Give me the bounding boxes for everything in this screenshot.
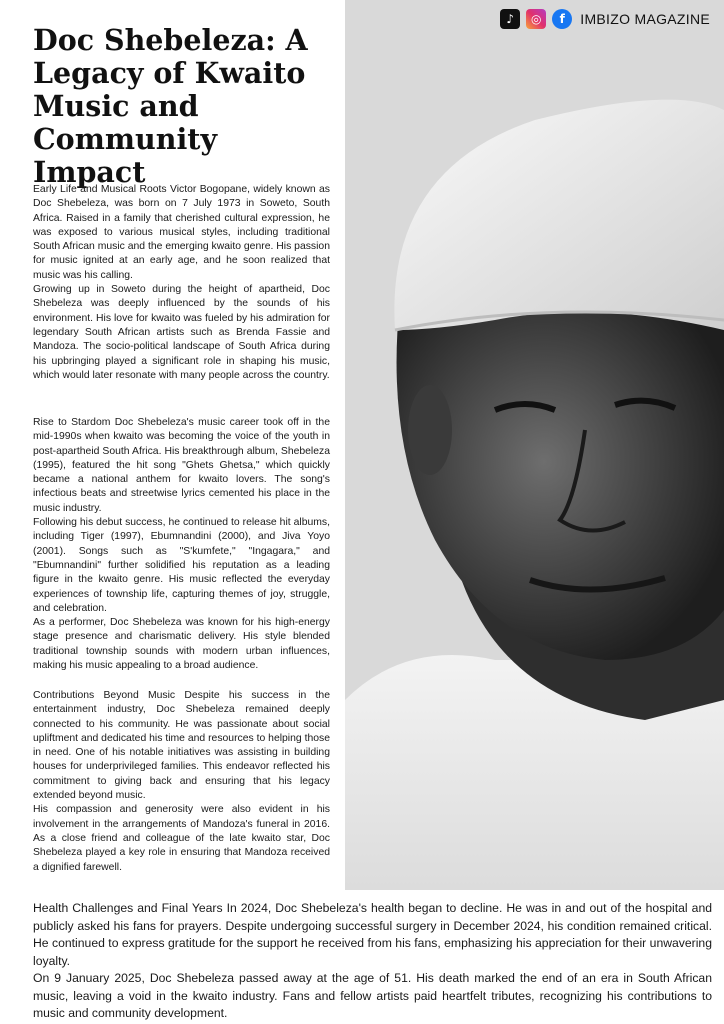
article-title: Doc Shebeleza: A Legacy of Kwaito Music and Community Impact: [33, 23, 308, 189]
portrait-photo: [345, 0, 724, 890]
section-early-life: [33, 183, 330, 383]
paragraph: On 9 January 2025, Doc Shebeleza passed away at the age of 51. His death marked the end of an era in South African music, leaving a void in the kwaito industry. Fans and fellow artists paid heartfelt tributes, recognizing his contributions to music and community development.: [33, 971, 712, 1020]
instagram-icon[interactable]: ◎: [526, 9, 546, 29]
tiktok-icon[interactable]: ♪: [500, 9, 520, 29]
portrait-illustration: [345, 0, 724, 890]
section-final-years: [33, 900, 712, 1023]
paragraph: Growing up in Soweto during the height of apartheid, Doc Shebeleza was deeply influenced by the sounds of his environment. His love for kwaito was fueled by his admiration for legendary South African artists such as Brenda Fassie and Mandoza. The socio-political landscape of South Africa during his upbringing played a significant role in shaping his music, which would later resonate with many people across the country.: [33, 284, 330, 381]
paragraph: As a performer, Doc Shebeleza was known for his high-energy stage presence and charismatic delivery. His style blended traditional township sounds with modern urban influences, making his music appealing to a broad audience.: [33, 617, 330, 672]
facebook-icon[interactable]: f: [552, 9, 572, 29]
paragraph: Contributions Beyond Music Despite his success in the entertainment industry, Doc Shebeleza remained deeply connected to his community. He was passionate about social upliftment and dedicated his time and resources to helping those in need. One of his notable initiatives was assisting in building houses for underprivileged families. This endeavor reflected his commitment to giving back and ensuring that his legacy extended beyond music.: [33, 690, 330, 802]
paragraph: Following his debut success, he continued to release hit albums, including Tiger (1997), Ebumnandini (2000), and Jiva Yoyo (2001). Songs such as "S'kumfete," "Ingagara," and "Ebumnandini" further solidified his reputation as a leading figure in the kwaito genre. His music reflected the everyday experiences of township life, capturing themes of joy, struggle, and celebration.: [33, 517, 330, 614]
section-rise-to-stardom: [33, 416, 330, 673]
paragraph: His compassion and generosity were also evident in his involvement in the arrangements of Mandoza's funeral in 2016. As a close friend and colleague of the late kwaito star, Doc Shebeleza played a key role in ensuring that Mandoza received a dignified farewell.: [33, 804, 330, 873]
magazine-name: IMBIZO MAGAZINE: [580, 11, 710, 27]
paragraph: Health Challenges and Final Years In 2024, Doc Shebeleza's health began to decline. He was in and out of the hospital and publicly asked his fans for prayers. Despite undergoing successful surgery in December 2024, his condition remained critical. He continued to express gratitude for the support he received from his fans, emphasizing his appreciation for their unwavering loyalty.: [33, 901, 712, 968]
paragraph: Rise to Stardom Doc Shebeleza's music career took off in the mid-1990s when kwaito was becoming the voice of the youth in post-apartheid South Africa. His breakthrough album, Shebeleza (1995), featured the hit song "Ghets Ghetsa," which quickly became a national anthem for kwaito lovers. The song's infectious beats and streetwise lyrics cemented his place in the music industry.: [33, 417, 330, 514]
section-contributions: [33, 689, 330, 875]
paragraph: Early Life and Musical Roots Victor Bogopane, widely known as Doc Shebeleza, was born on 7 July 1973 in Soweto, South Africa. Raised in a family that cherished cultural expression, he was exposed to various musical styles, including traditional South African music and the emerging kwaito genre. His passion for music ignited at an early age, and he soon realized that music was his calling.: [33, 184, 330, 281]
magazine-branding: [500, 8, 710, 30]
